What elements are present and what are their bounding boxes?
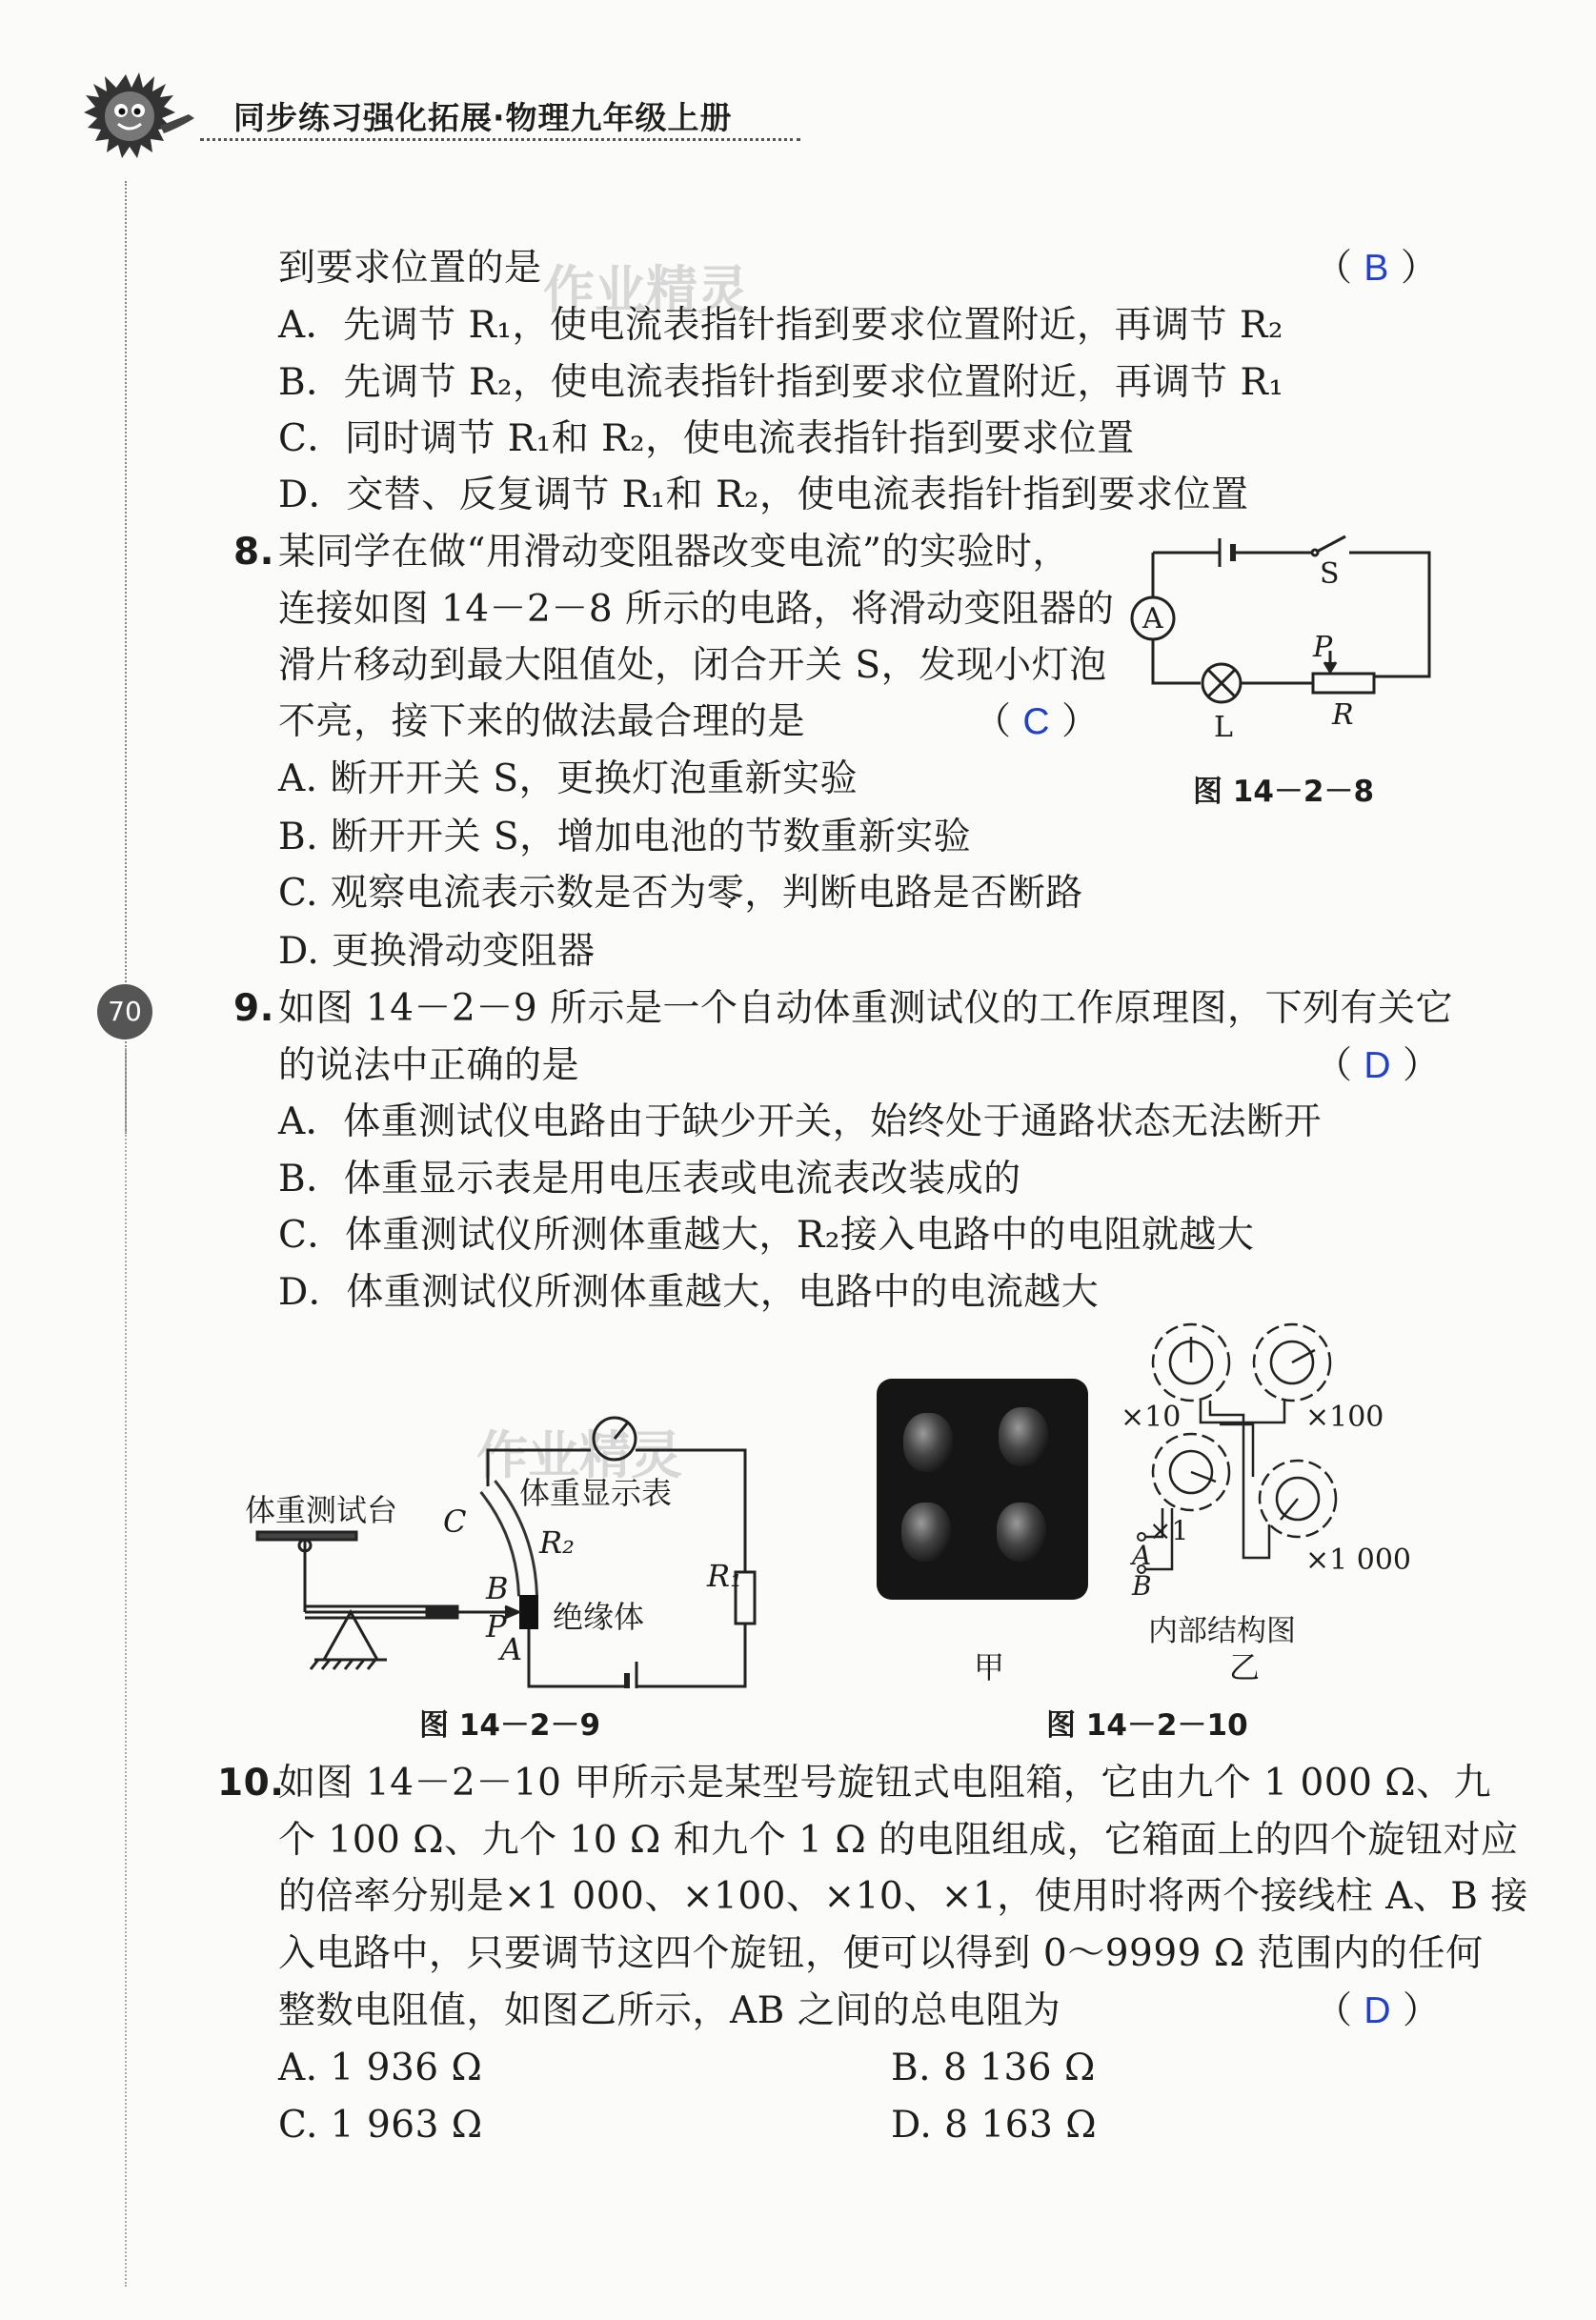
fig10-internal-label: 内部结构图 bbox=[1148, 1614, 1296, 1648]
q9-option-c: C．体重测试仪所测体重越大，R₂接入电路中的电阻就越大 bbox=[278, 1214, 1255, 1257]
q10-stem-line: 的倍率分别是×1 000、×100、×10、×1，使用时将两个接线柱 A、B 接 bbox=[278, 1875, 1528, 1918]
q9-option-d: D．体重测试仪所测体重越大，电路中的电流越大 bbox=[278, 1271, 1100, 1314]
fig10-label-x1000: ×1 000 bbox=[1305, 1543, 1412, 1577]
q10-answer: D bbox=[1364, 1990, 1391, 2031]
fig9-caption: 图 14－2－9 bbox=[419, 1708, 601, 1743]
fig8-label-ammeter: A bbox=[1142, 602, 1163, 635]
q10-stem-line: 入电路中，只要调节这四个旋钮，便可以得到 0～9999 Ω 范围内的任何 bbox=[278, 1932, 1484, 1975]
watermark: 作业精灵 bbox=[543, 260, 749, 320]
fig9-label-c: C bbox=[443, 1503, 467, 1540]
q10-option-b: B. 8 136 Ω bbox=[891, 2047, 1096, 2089]
dial-x100 bbox=[1254, 1324, 1330, 1401]
fig9-insulator-label: 绝缘体 bbox=[553, 1599, 645, 1635]
header-divider bbox=[200, 138, 800, 141]
q8-option-b: B. 断开开关 S，增加电池的节数重新实验 bbox=[278, 816, 972, 858]
fig9-meter-label: 体重显示表 bbox=[519, 1475, 673, 1511]
fig10-label-a: A bbox=[1132, 1540, 1152, 1571]
header-title: 同步练习强化拓展·物理九年级上册 bbox=[233, 99, 733, 136]
fig9-label-r2: R₂ bbox=[539, 1524, 575, 1561]
q9-number: 9. bbox=[233, 987, 274, 1030]
q9-option-b: B．体重显示表是用电压表或电流表改装成的 bbox=[278, 1158, 1021, 1200]
dial-x10 bbox=[1153, 1324, 1229, 1401]
q9-stem-line: 如图 14－2－9 所示是一个自动体重测试仪的工作原理图，下列有关它 bbox=[278, 987, 1454, 1030]
q10-option-c: C. 1 963 Ω bbox=[278, 2104, 483, 2147]
q9-option-a: A．体重测试仪电路由于缺少开关，始终处于通路状态无法断开 bbox=[278, 1100, 1323, 1143]
q8-option-a: A. 断开开关 S，更换灯泡重新实验 bbox=[278, 757, 859, 800]
fig10-label-x1: ×1 bbox=[1149, 1515, 1189, 1546]
page-number: 70 bbox=[97, 984, 152, 1039]
q10-option-d: D. 8 163 Ω bbox=[891, 2104, 1098, 2147]
q9-answer: D bbox=[1364, 1045, 1391, 1086]
fig10-label-b: B bbox=[1132, 1570, 1152, 1602]
knob-icon bbox=[903, 1413, 953, 1472]
fig9-platform-label: 体重测试台 bbox=[245, 1492, 398, 1528]
watermark: 作业精灵 bbox=[476, 1425, 682, 1485]
q10-stem-line: 整数电阻值，如图乙所示，AB 之间的总电阻为 bbox=[278, 1989, 1061, 2032]
fig10-sub-b: 乙 bbox=[1229, 1649, 1261, 1685]
q7-stem-tail: 到要求位置的是 bbox=[278, 247, 542, 290]
q7-option-b: B．先调节 R₂，使电流表指针指到要求位置附近，再调节 R₁ bbox=[278, 361, 1284, 404]
q10-answer-bracket: （ D ） bbox=[1315, 1989, 1440, 2032]
q8-answer: C bbox=[1022, 701, 1050, 742]
margin-divider-lower bbox=[125, 1048, 127, 2287]
q8-stem-line: 连接如图 14－2－8 所示的电路，将滑动变阻器的 bbox=[278, 588, 1115, 631]
q8-stem-line: 滑片移动到最大阻值处，闭合开关 S，发现小灯泡 bbox=[278, 644, 1107, 687]
fig8-label-switch: S bbox=[1320, 557, 1340, 591]
q8-stem-line: 不亮，接下来的做法最合理的是 bbox=[278, 700, 806, 743]
q10-stem-line: 个 100 Ω、九个 10 Ω 和九个 1 Ω 的电阻组成，它箱面上的四个旋钮对应 bbox=[278, 1819, 1519, 1862]
knob-icon bbox=[997, 1503, 1046, 1562]
q10-stem-line: 如图 14－2－10 甲所示是某型号旋钮式电阻箱，它由九个 1 000 Ω、九 bbox=[278, 1762, 1492, 1805]
fig10-sub-a: 甲 bbox=[974, 1649, 1005, 1685]
knob-icon bbox=[999, 1407, 1048, 1466]
fig9-label-r1: R₁ bbox=[707, 1558, 742, 1594]
fig8-label-p: P bbox=[1313, 631, 1333, 664]
q7-answer: B bbox=[1364, 248, 1389, 289]
dial-x1000 bbox=[1260, 1461, 1336, 1537]
knob-icon bbox=[901, 1503, 951, 1562]
q10-number: 10. bbox=[217, 1762, 285, 1805]
resistance-box-photo bbox=[877, 1379, 1088, 1600]
fig9-label-p: P bbox=[486, 1608, 507, 1644]
q7-option-a: A．先调节 R₁，使电流表指针指到要求位置附近，再调节 R₂ bbox=[278, 304, 1283, 347]
fig10-caption: 图 14－2－10 bbox=[1046, 1708, 1248, 1743]
fig9-label-b: B bbox=[486, 1570, 509, 1606]
q7-option-c: C．同时调节 R₁和 R₂，使电流表指针指到要求位置 bbox=[278, 417, 1135, 460]
q8-option-d: D. 更换滑动变阻器 bbox=[278, 930, 596, 973]
fig8-label-lamp: L bbox=[1214, 711, 1233, 744]
fig10-label-x10: ×10 bbox=[1121, 1401, 1182, 1434]
fig8-caption: 图 14－2－8 bbox=[1193, 775, 1375, 809]
fig10-label-x100: ×100 bbox=[1305, 1401, 1384, 1434]
fig9-label-a: A bbox=[500, 1631, 523, 1667]
q8-stem-line: 某同学在做“用滑动变阻器改变电流”的实验时， bbox=[278, 531, 1070, 574]
q8-number: 8. bbox=[233, 531, 274, 574]
q8-option-c: C. 观察电流表示数是否为零，判断电路是否断路 bbox=[278, 872, 1083, 915]
q10-option-a: A. 1 936 Ω bbox=[278, 2047, 483, 2089]
mascot-logo bbox=[69, 67, 202, 171]
q9-answer-bracket: （ D ） bbox=[1315, 1044, 1440, 1087]
circuit-diagram-14-2-8 bbox=[1115, 529, 1439, 757]
q7-option-d: D．交替、反复调节 R₁和 R₂，使电流表指针指到要求位置 bbox=[278, 474, 1249, 516]
q8-answer-bracket: （ C ） bbox=[974, 700, 1099, 743]
dial-x1 bbox=[1153, 1434, 1229, 1510]
q9-stem-line: 的说法中正确的是 bbox=[278, 1044, 580, 1087]
q7-answer-bracket: （ B ） bbox=[1315, 247, 1438, 290]
fig8-label-r: R bbox=[1332, 698, 1354, 732]
